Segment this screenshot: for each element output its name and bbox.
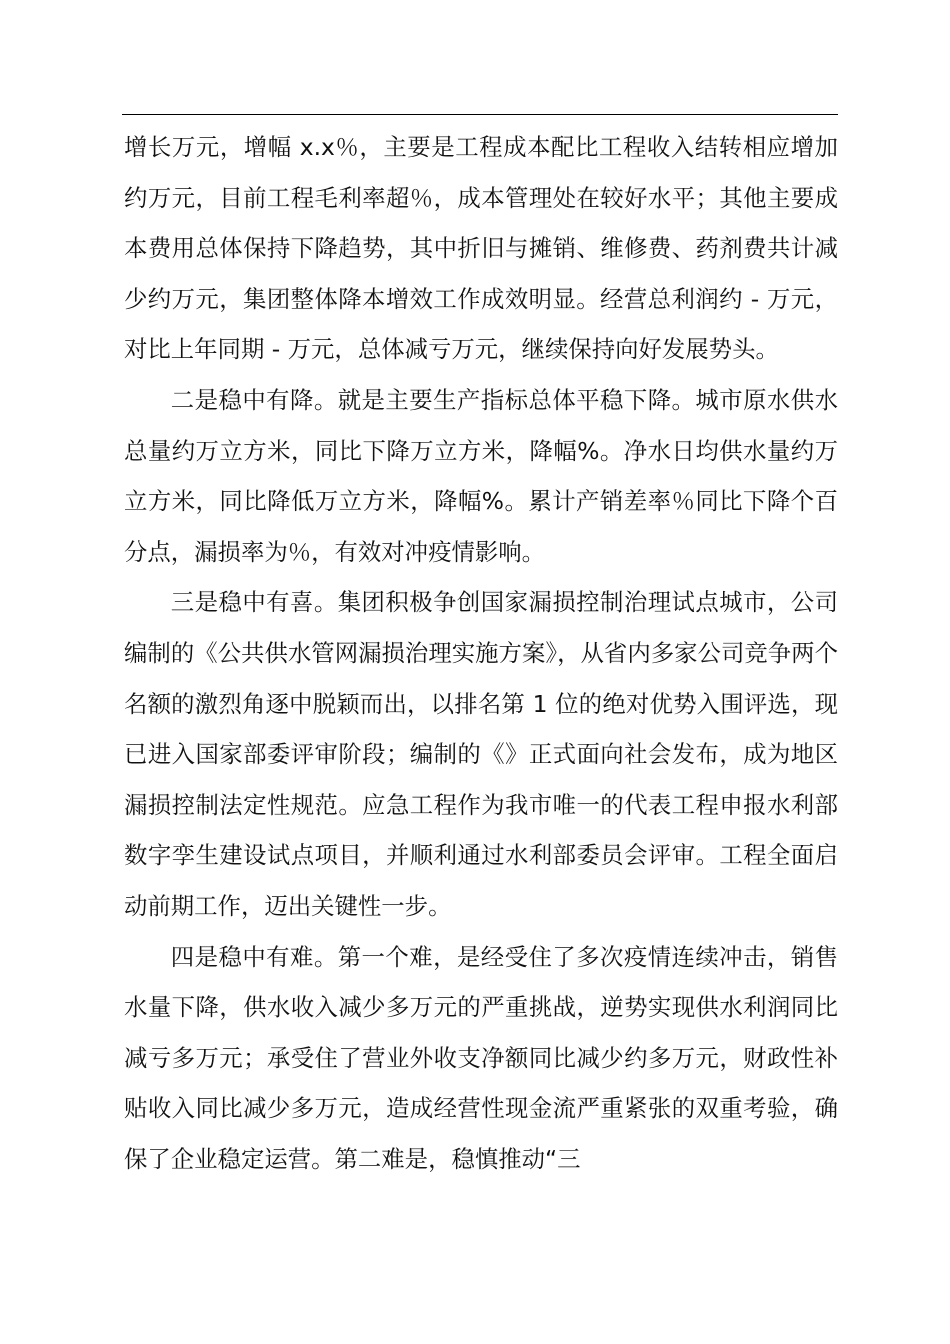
paragraph-steady-decline: 二是稳中有降。就是主要生产指标总体平稳下降。城市原水供水总量约万立方米，同比下降万立方米，降幅%。净水日均供水量约万立方米，同比降低万立方米，降幅%。累计产销差率％同比下降个百分点，漏损率为％，有效对冲疫情影响。 <box>124 385 838 566</box>
paragraph-steady-difficulties: 四是稳中有难。第一个难，是经受住了多次疫情连续冲击，销售水量下降，供水收入减少多万元的严重挑战，逆势实现供水利润同比减亏多万元；承受住了营业外收支净额同比减少约多万元，财政性补贴收入同比减少多万元，造成经营性现金流严重紧张的双重考验，确保了企业稳定运营。第二难是，稳慎推动“三 <box>124 942 838 1173</box>
paragraph-cost-summary: 增长万元，增幅 x.x％，主要是工程成本配比工程收入结转相应增加约万元，目前工程毛利率超％，成本管理处在较好水平；其他主要成本费用总体保持下降趋势，其中折旧与摊销、维修费、药剂费共计减少约万元，集团整体降本增效工作成效明显。经营总利润约 - 万元，对比上年同期 - 万元，总体减亏万元，继续保持向好发展势头。 <box>124 133 838 364</box>
paragraph-steady-gains: 三是稳中有喜。集团积极争创国家漏损控制治理试点城市，公司编制的《公共供水管网漏损治理实施方案》，从省内多家公司竞争两个名额的激烈角逐中脱颖而出，以排名第 1 位的绝对优势入围评选，现已进入国家部委评审阶段；编制的《》正式面向社会发布，成为地区漏损控制法定性规范。应急工程作为我市唯一的代表工程申报水利部数字孪生建设试点项目，并顺利通过水利部委员会评审。工程全面启动前期工作，迈出关键性一步。 <box>124 588 838 920</box>
header-rule <box>122 114 838 115</box>
document-body <box>124 122 838 1184</box>
